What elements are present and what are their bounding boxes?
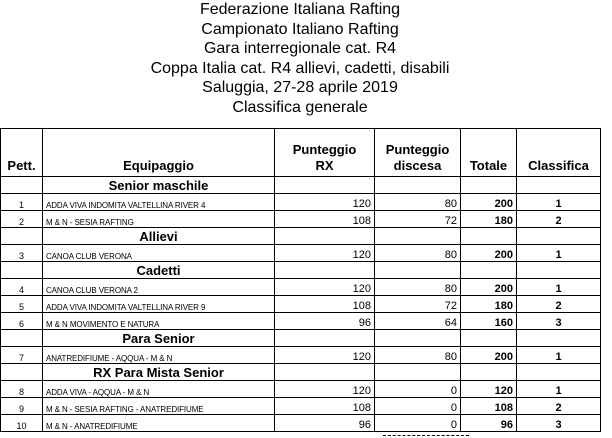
cell-totale: 180 <box>461 296 517 313</box>
col-header-classifica: Classifica <box>517 129 601 177</box>
col-header-discesa-line1: Punteggio <box>385 142 450 157</box>
col-header-equipaggio: Equipaggio <box>43 129 275 177</box>
table-header-row <box>1 129 601 177</box>
cell-punteggio-discesa: 80 <box>375 279 461 296</box>
category-blank-cell <box>1 177 43 194</box>
cell-pettorale: 7 <box>1 347 43 364</box>
cell-totale: 108 <box>461 398 517 415</box>
cell-punteggio-rx: 120 <box>275 279 375 296</box>
category-empty-cell <box>375 177 461 194</box>
cell-classifica: 1 <box>517 381 601 398</box>
col-header-discesa <box>375 129 461 177</box>
table-row <box>1 381 601 398</box>
cell-pettorale: 8 <box>1 381 43 398</box>
cell-equipaggio: M & N - SESIA RAFTING - ANATREDIFIUME <box>43 398 275 415</box>
category-empty-cell <box>461 330 517 347</box>
category-empty-cell <box>517 330 601 347</box>
category-empty-cell <box>275 177 375 194</box>
cell-totale: 160 <box>461 313 517 330</box>
header-ranking-title: Classifica generale <box>232 98 368 116</box>
cell-punteggio-rx: 108 <box>275 296 375 313</box>
header-federation: Federazione Italiana Rafting <box>199 1 401 18</box>
cell-punteggio-rx: 108 <box>275 211 375 228</box>
cell-totale: 200 <box>461 245 517 262</box>
cell-pettorale: 3 <box>1 245 43 262</box>
category-empty-cell <box>275 228 375 245</box>
cell-classifica: 3 <box>517 313 601 330</box>
cell-punteggio-discesa: 80 <box>375 245 461 262</box>
cell-pettorale: 6 <box>1 313 43 330</box>
cell-totale: 200 <box>461 279 517 296</box>
cell-punteggio-discesa: 0 <box>375 398 461 415</box>
category-empty-cell <box>375 262 461 279</box>
cell-equipaggio: ADDA VIVA - AQQUA - M & N <box>43 381 275 398</box>
cell-equipaggio: M & N MOVIMENTO E NATURA <box>43 313 275 330</box>
table-body <box>1 177 601 432</box>
cell-punteggio-discesa: 72 <box>375 211 461 228</box>
category-blank-cell <box>1 262 43 279</box>
cell-punteggio-discesa: 80 <box>375 194 461 211</box>
cell-classifica: 1 <box>517 194 601 211</box>
header-race: Gara interregionale cat. R4 <box>203 40 397 57</box>
category-empty-cell <box>461 177 517 194</box>
header-cup: Coppa Italia cat. R4 allievi, cadetti, disabili <box>150 59 450 77</box>
cell-classifica: 3 <box>517 415 601 432</box>
category-name: Cadetti <box>43 262 275 279</box>
cell-punteggio-rx: 96 <box>275 415 375 432</box>
cell-classifica: 1 <box>517 245 601 262</box>
category-empty-cell <box>461 364 517 381</box>
cell-equipaggio: ADDA VIVA INDOMITA VALTELLINA RIVER 9 <box>43 296 275 313</box>
col-header-rx <box>275 129 375 177</box>
category-row <box>1 364 601 381</box>
header-location-date: Saluggia, 27-28 aprile 2019 <box>202 79 398 96</box>
col-header-totale: Totale <box>461 129 517 177</box>
category-blank-cell <box>1 364 43 381</box>
category-row <box>1 262 601 279</box>
cell-equipaggio: M & N - SESIA RAFTING <box>43 211 275 228</box>
cell-totale: 96 <box>461 415 517 432</box>
cell-pettorale: 10 <box>1 415 43 432</box>
cell-punteggio-discesa: 72 <box>375 296 461 313</box>
category-empty-cell <box>517 262 601 279</box>
category-name: Allievi <box>43 228 275 245</box>
cell-punteggio-rx: 120 <box>275 347 375 364</box>
cell-punteggio-discesa: 0 <box>375 381 461 398</box>
cell-punteggio-discesa: 80 <box>375 347 461 364</box>
cell-pettorale: 1 <box>1 194 43 211</box>
cell-punteggio-rx: 120 <box>275 194 375 211</box>
category-name: Senior maschile <box>43 177 275 194</box>
table-row <box>1 245 601 262</box>
category-empty-cell <box>275 364 375 381</box>
cell-punteggio-discesa: 64 <box>375 313 461 330</box>
cell-pettorale: 9 <box>1 398 43 415</box>
category-row <box>1 330 601 347</box>
table-row <box>1 415 601 432</box>
cell-classifica: 1 <box>517 279 601 296</box>
category-empty-cell <box>275 262 375 279</box>
category-name: RX Para Mista Senior <box>43 364 275 381</box>
category-empty-cell <box>517 228 601 245</box>
cell-classifica: 2 <box>517 296 601 313</box>
col-header-rx-line1: Punteggio <box>292 142 357 157</box>
cell-equipaggio: CANOA CLUB VERONA <box>43 245 275 262</box>
cell-punteggio-rx: 120 <box>275 381 375 398</box>
cell-punteggio-rx: 120 <box>275 245 375 262</box>
cell-pettorale: 2 <box>1 211 43 228</box>
cell-classifica: 2 <box>517 398 601 415</box>
cell-equipaggio: CANOA CLUB VERONA 2 <box>43 279 275 296</box>
category-empty-cell <box>517 364 601 381</box>
table-row <box>1 347 601 364</box>
cell-totale: 200 <box>461 347 517 364</box>
cell-classifica: 2 <box>517 211 601 228</box>
cell-equipaggio: ADDA VIVA INDOMITA VALTELLINA RIVER 4 <box>43 194 275 211</box>
table-row <box>1 279 601 296</box>
cell-punteggio-rx: 108 <box>275 398 375 415</box>
cell-totale: 120 <box>461 381 517 398</box>
cell-classifica: 1 <box>517 347 601 364</box>
category-name: Para Senior <box>43 330 275 347</box>
partial-row-divider <box>383 435 469 437</box>
header-championship: Campionato Italiano Rafting <box>201 20 399 38</box>
category-empty-cell <box>375 228 461 245</box>
category-blank-cell <box>1 228 43 245</box>
cell-totale: 200 <box>461 194 517 211</box>
cell-equipaggio: M & N - ANATREDIFIUME <box>43 415 275 432</box>
cell-pettorale: 5 <box>1 296 43 313</box>
category-row <box>1 228 601 245</box>
table-row <box>1 313 601 330</box>
category-empty-cell <box>275 330 375 347</box>
cell-punteggio-rx: 96 <box>275 313 375 330</box>
cell-punteggio-discesa: 0 <box>375 415 461 432</box>
category-empty-cell <box>375 330 461 347</box>
category-empty-cell <box>461 262 517 279</box>
category-empty-cell <box>517 177 601 194</box>
cell-pettorale: 4 <box>1 279 43 296</box>
table-row <box>1 398 601 415</box>
cell-totale: 180 <box>461 211 517 228</box>
category-row <box>1 177 601 194</box>
table-row <box>1 296 601 313</box>
category-empty-cell <box>375 364 461 381</box>
category-empty-cell <box>461 228 517 245</box>
table-row <box>1 211 601 228</box>
document-header <box>0 0 600 117</box>
cell-equipaggio: ANATREDIFIUME - AQQUA - M & N <box>43 347 275 364</box>
category-blank-cell <box>1 330 43 347</box>
table-row <box>1 194 601 211</box>
results-table <box>0 128 601 432</box>
col-header-rx-line2: RX <box>315 158 334 173</box>
col-header-pett: Pett. <box>1 129 43 177</box>
col-header-discesa-line2: discesa <box>393 158 442 173</box>
